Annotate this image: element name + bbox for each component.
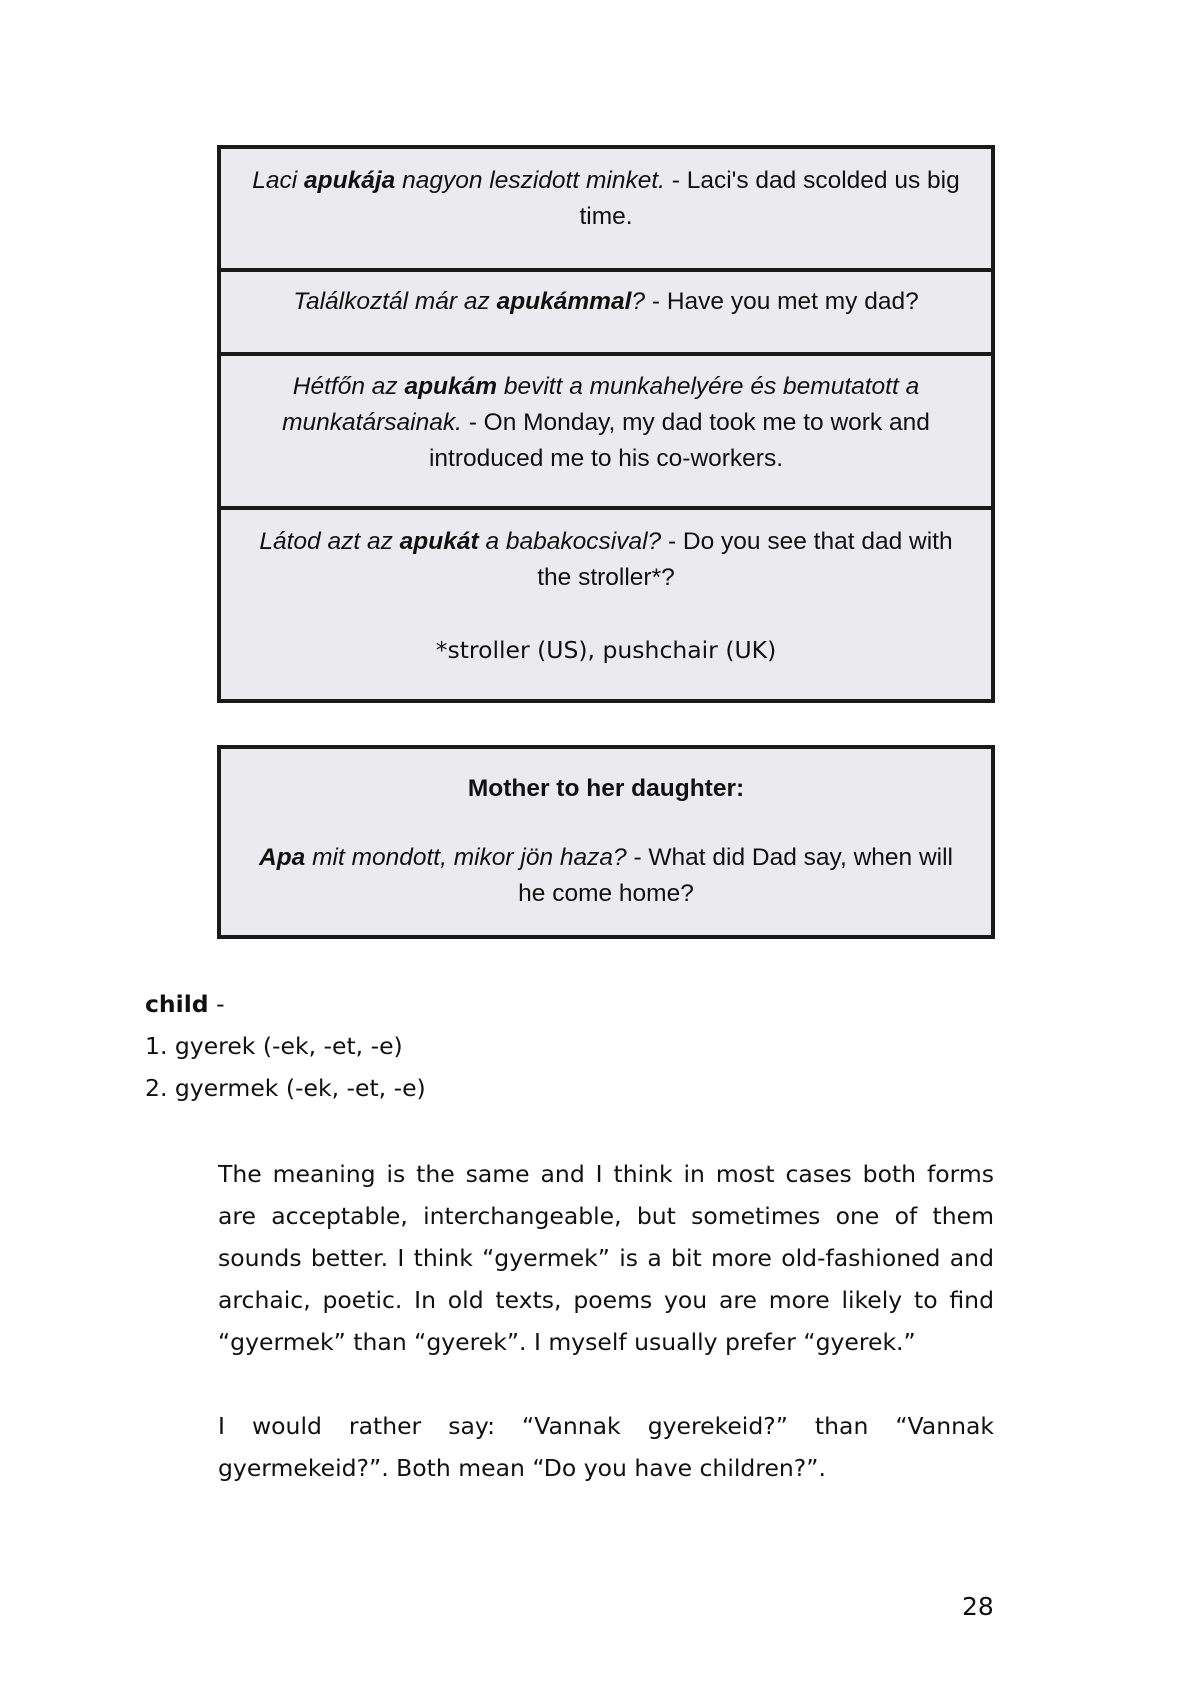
divider	[221, 352, 991, 356]
example-hu-text: Találkoztál már az apukámmal?	[293, 288, 646, 315]
example-en-text: - What did Dad say, when will he come home?	[518, 844, 953, 907]
example-en-text: - Do you see that dad with the stroller*?	[537, 528, 953, 591]
highlighted-word: apukám	[404, 373, 498, 400]
highlighted-word: apukája	[304, 167, 396, 194]
divider	[221, 506, 991, 510]
highlighted-word: Apa	[259, 844, 306, 871]
example-2	[221, 284, 991, 320]
highlighted-word: apukát	[399, 528, 479, 555]
example-paragraph: I would rather say: “Vannak gyerekeid?” than “Vannak gyermekeid?”. Both mean “Do you have children?”.	[218, 1412, 994, 1482]
footnote: *stroller (US), pushchair (UK)	[435, 636, 777, 664]
example-en-text: - Have you met my dad?	[645, 288, 919, 315]
dialogue-example	[221, 840, 991, 912]
divider	[221, 268, 991, 272]
dialogue-heading: Mother to her daughter:	[467, 775, 745, 802]
examples-box	[217, 145, 995, 703]
vocab-entry	[145, 983, 426, 1109]
highlighted-word: apukámmal	[496, 288, 632, 315]
entry-form-2: 2. gyermek (-ek, -et, -e)	[145, 1074, 426, 1102]
dialogue-box	[217, 745, 995, 939]
example-hu-text: Hétfőn az apukám bevitt a munkahelyére és bemutatott a munkatársainak.	[282, 373, 920, 436]
entry-headword: child	[145, 990, 209, 1018]
example-hu-text: Apa mit mondott, mikor jön haza?	[259, 844, 627, 871]
example-3	[221, 369, 991, 477]
example-hu-text: Laci apukája nagyon leszidott minket.	[252, 167, 665, 194]
example-1	[221, 163, 991, 235]
entry-headword-line: child -	[145, 990, 225, 1018]
dialogue-heading-cell	[221, 771, 991, 807]
example-hu-text: Látod azt az apukát a babakocsival?	[259, 528, 662, 555]
example-en-text: - Laci's dad scolded us big time.	[579, 167, 960, 230]
example-4	[221, 524, 991, 668]
page-number: 28	[962, 1592, 994, 1621]
entry-form-1: 1. gyerek (-ek, -et, -e)	[145, 1032, 403, 1060]
example-en-text: - On Monday, my dad took me to work and introduced me to his co-workers.	[428, 409, 930, 472]
explanation-paragraph: The meaning is the same and I think in most cases both forms are acceptable, interchangeable, but sometimes one of them sounds better. I think “gyermek” is a bit more old-fashioned and archaic, poetic. In old texts, poems you are more likely to find “gyermek” than “gyerek”. I myself usually prefer “gyerek.”	[218, 1160, 994, 1356]
